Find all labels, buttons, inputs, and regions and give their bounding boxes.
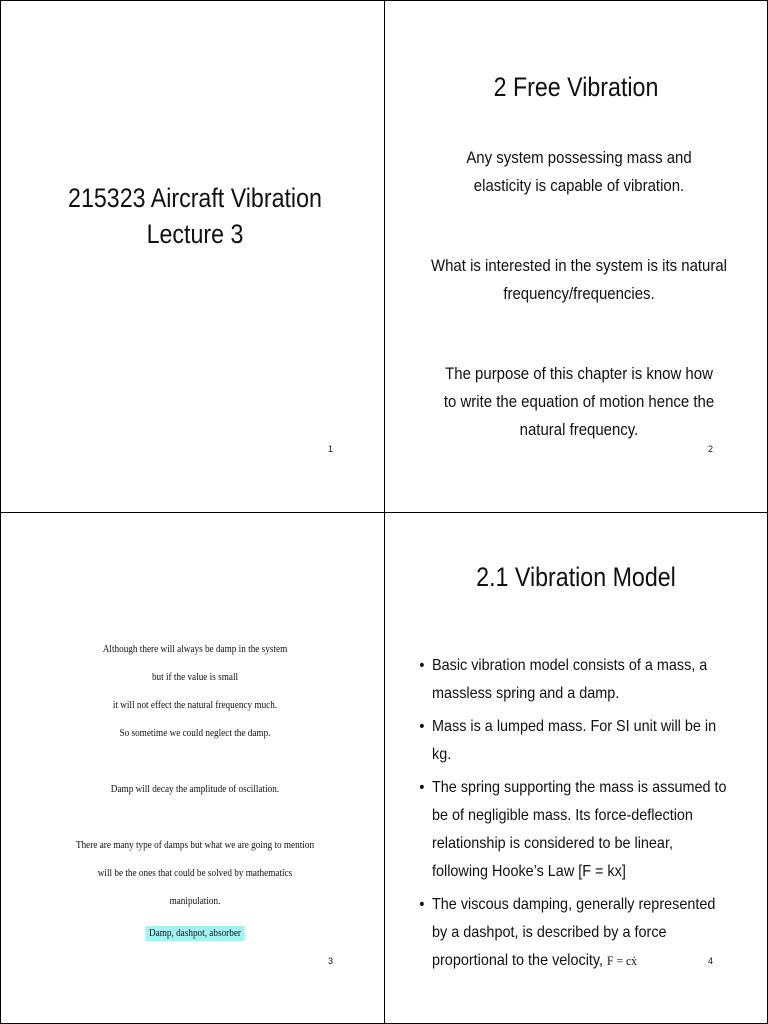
formula: F = cẋ	[607, 953, 638, 968]
title-line-1: 215323 Aircraft Vibration	[68, 183, 322, 213]
bullet-text: Mass is a lumped mass. For SI unit will be in kg.	[432, 718, 717, 763]
page-number: 1	[328, 444, 334, 454]
bullet-list	[419, 652, 732, 980]
paragraph-line: The purpose of this chapter is know how	[445, 364, 713, 383]
bullet-text: The spring supporting the mass is assumed to be of negligible mass. Its force-deflection relationship is considered to be linear, following Hooke’s Law [F = kx]	[432, 779, 727, 880]
paragraph-line: frequency/frequencies.	[503, 284, 655, 303]
text-line: but if the value is small	[151, 672, 239, 683]
bullet-icon: •	[419, 779, 425, 796]
slide-2-title: 2 Free Vibration	[493, 72, 659, 102]
slide-1	[0, 0, 384, 512]
text-line: it will not effect the natural frequency much.	[112, 700, 278, 711]
highlight-line	[16, 928, 375, 939]
slide-2	[384, 0, 768, 512]
slide-1-title	[62, 180, 329, 252]
paragraph-1	[434, 144, 724, 200]
paragraph-3	[434, 360, 724, 444]
slide-3	[0, 512, 384, 1024]
bullet-item	[419, 652, 729, 708]
paragraph-line: Any system possessing mass and	[466, 148, 692, 167]
paragraph-line: to write the equation of motion hence the	[443, 392, 715, 411]
bullet-icon: •	[419, 896, 425, 913]
paragraph-2	[425, 252, 733, 308]
bullet-text: Basic vibration model consists of a mass, a massless spring and a damp.	[432, 657, 708, 702]
bullet-item	[419, 774, 729, 886]
slide-4-title: 2.1 Vibration Model	[476, 562, 676, 592]
text-line: Although there will always be damp in the system	[102, 644, 288, 655]
bullet-item	[419, 713, 729, 769]
page-number: 4	[708, 956, 714, 966]
paragraph-line: What is interested in the system is its natural	[430, 256, 727, 275]
paragraph-line: natural frequency.	[519, 420, 639, 439]
bullet-text: The viscous damping, generally represented by a dashpot, is described by a force proportional to the velocity,	[432, 896, 716, 969]
page-number: 2	[708, 444, 714, 454]
slide-4	[384, 512, 768, 1024]
highlighted-text: Damp, dashpot, absorber	[145, 926, 244, 941]
text-line: will be the ones that could be solved by mathematics	[97, 868, 293, 879]
title-line-2: Lecture 3	[146, 219, 244, 249]
bullet-icon: •	[419, 657, 425, 674]
text-line: Damp will decay the amplitude of oscillation.	[110, 784, 280, 795]
bullet-item	[419, 891, 729, 975]
text-line: So sometime we could neglect the damp.	[119, 728, 271, 739]
page-number: 3	[328, 956, 334, 966]
bullet-icon: •	[419, 718, 425, 735]
paragraph-line: elasticity is capable of vibration.	[473, 176, 685, 195]
text-line: manipulation.	[169, 896, 221, 907]
text-line: There are many type of damps but what we are going to mention	[75, 840, 315, 851]
